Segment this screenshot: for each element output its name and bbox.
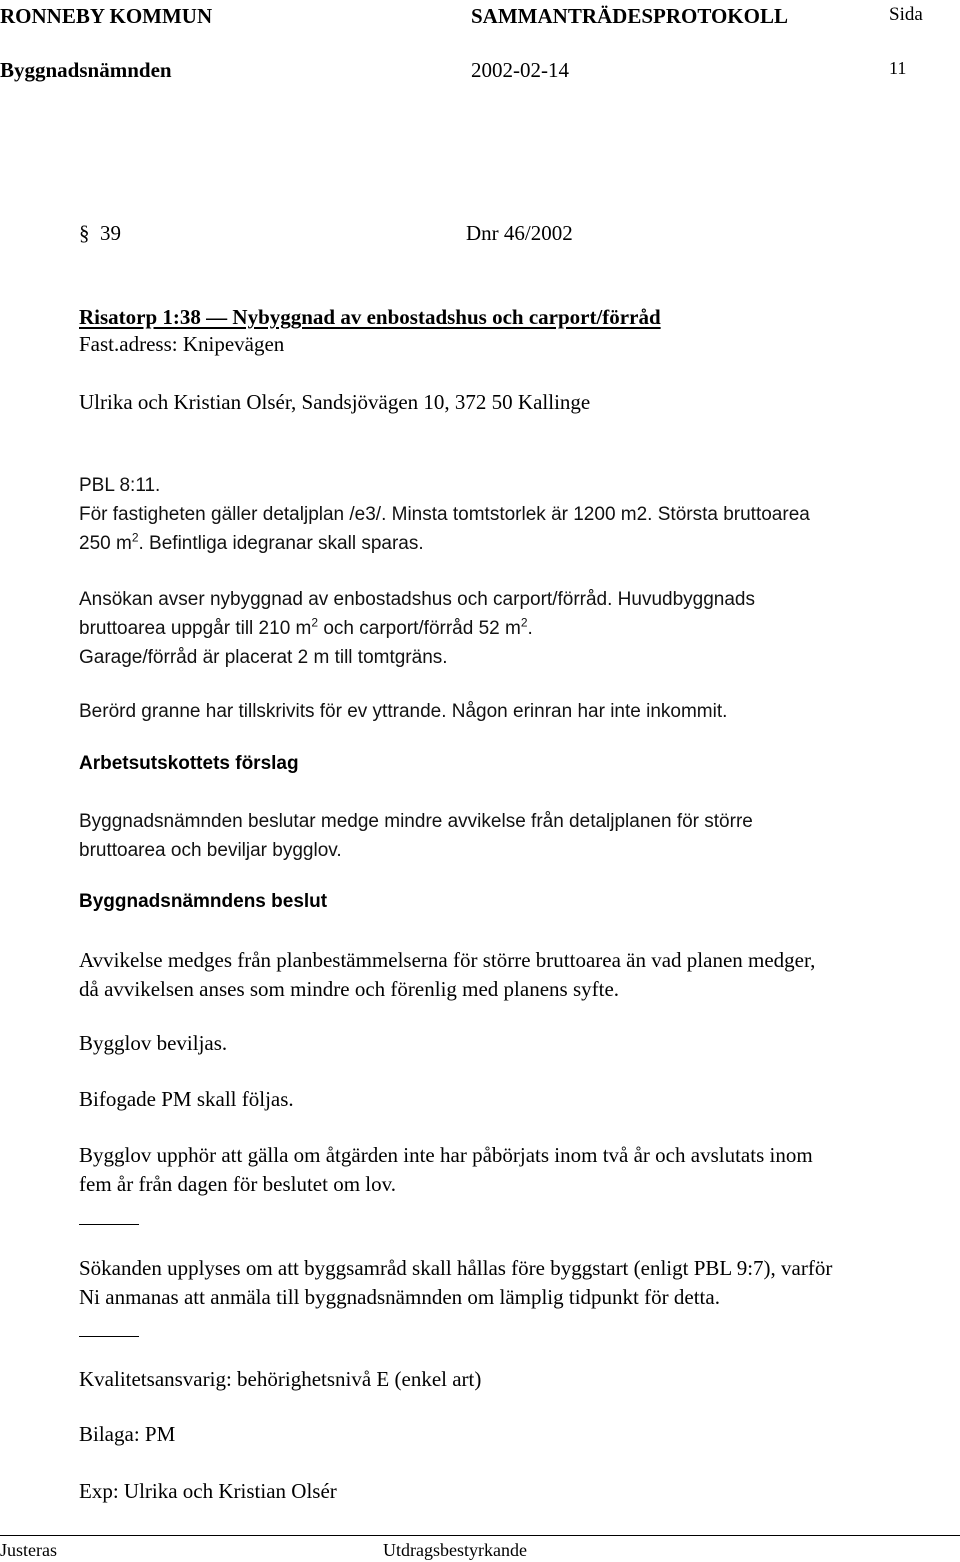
document-type: SAMMANTRÄDESPROTOKOLL — [471, 4, 788, 28]
item-title: Risatorp 1:38 — Nybyggnad av enbostadshus och carport/förråd — [79, 305, 661, 329]
applicant: Ulrika och Kristian Olsér, Sandsjövägen 10, 372 50 Kallinge — [79, 390, 591, 414]
quality-responsible: Kvalitetsansvarig: behörighetsnivå E (enkel art) — [79, 1367, 482, 1391]
proposal-text: bruttoarea och beviljar bygglov. — [79, 840, 342, 861]
decision-heading: Byggnadsnämndens beslut — [79, 891, 328, 912]
decision-pm: Bifogade PM skall följas. — [79, 1087, 294, 1111]
application-line: Ansökan avser nybyggnad av enbostadshus och carport/förråd. Huvudbyggnads — [79, 589, 755, 610]
decision-validity: fem år från dagen för beslutet om lov. — [79, 1172, 397, 1196]
item-number — [79, 221, 121, 246]
decision-permit: Bygglov beviljas. — [79, 1031, 228, 1055]
paragraph-number: 39 — [100, 221, 121, 245]
application-line: Garage/förråd är placerat 2 m till tomtgräns. — [79, 647, 448, 668]
proposal-heading: Arbetsutskottets förslag — [79, 753, 299, 774]
separator-line — [79, 1224, 139, 1225]
footer-rule — [0, 1535, 960, 1536]
page-number: 11 — [889, 58, 907, 78]
property-address: Fast.adress: Knipevägen — [79, 332, 285, 356]
consultation-notice: Sökanden upplyses om att byggsamråd skall hållas före byggstart (enligt PBL 9:7), varför — [79, 1256, 833, 1280]
footer-certification: Utdragsbestyrkande — [383, 1540, 527, 1560]
neighbor-notice: Berörd granne har tillskrivits för ev yttrande. Någon erinran har inte inkommit. — [79, 701, 728, 722]
case-number: Dnr 46/2002 — [466, 221, 573, 245]
decision-validity: Bygglov upphör att gälla om åtgärden inte har påbörjats inom två år och avslutats inom — [79, 1143, 813, 1167]
page-label: Sida — [889, 4, 923, 25]
section-sign: § — [79, 221, 90, 245]
footer-justeras: Justeras — [0, 1540, 57, 1560]
plan-info-line: För fastigheten gäller detaljplan /e3/. Minsta tomtstorlek är 1200 m2. Största bruttoarea — [79, 504, 810, 525]
application-line: bruttoarea uppgår till 210 $m^2$ och carport/förråd 52 $m^2$. — [79, 615, 533, 639]
meeting-date: 2002-02-14 — [471, 58, 569, 82]
dispatch: Exp: Ulrika och Kristian Olsér — [79, 1479, 337, 1503]
decision-text: då avvikelsen anses som mindre och förenlig med planens syfte. — [79, 977, 620, 1001]
municipality-name: RONNEBY KOMMUN — [0, 4, 213, 28]
pbl-reference: PBL 8:11. — [79, 475, 161, 496]
committee-name: Byggnadsnämnden — [0, 58, 172, 82]
decision-text: Avvikelse medges från planbestämmelserna för större bruttoarea än vad planen medger, — [79, 948, 816, 972]
separator-line — [79, 1336, 139, 1337]
consultation-notice: Ni anmanas att anmäla till byggnadsnämnden om lämplig tidpunkt för detta. — [79, 1285, 720, 1309]
attachment: Bilaga: PM — [79, 1422, 176, 1446]
proposal-text: Byggnadsnämnden beslutar medge mindre avvikelse från detaljplanen för större — [79, 811, 753, 832]
plan-info-line: 250 $m^2$. Befintliga idegranar skall sparas. — [79, 530, 424, 554]
